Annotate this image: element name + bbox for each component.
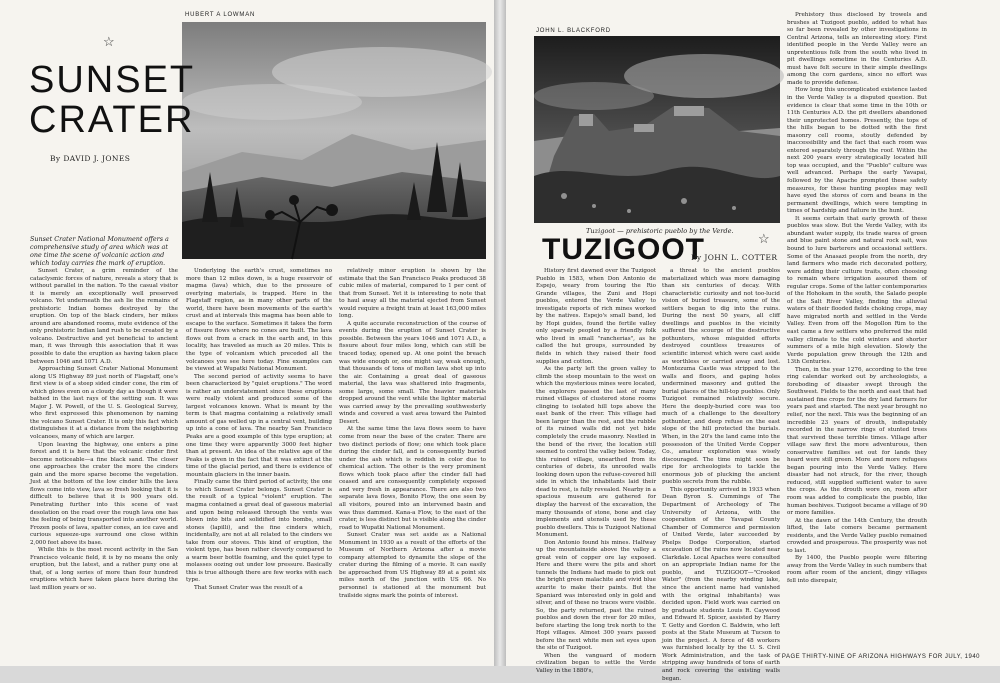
paragraph: By 1400, the Pueblo people were filtering away from the Verde Valley in such numbers that room after room of the ancient, dingy villages fell into disrepair,	[787, 555, 927, 585]
paragraph: Upon leaving the highway, one enters a pine forest and it is here that the volcanic cinder first become noticeable—a fine black sand. The closer one approaches the crater the more the cinders gain and the more sparse become the vegetation. Just at the bottom of the low cinder hills the lava flows come into view, lava so fresh looking that it is difficult to believe that it is 900 years old. Penetrating further into this scene of vast desolation on the road over the rough lava one has the feeling of being transported into another world. Frozen pools of lava, spatter cones, an ice cave and curious squeeze-ups surround one close within 2,000 feet above its base.	[30, 441, 178, 546]
photo-credit: HUBERT A LOWMAN	[185, 12, 256, 18]
paragraph: At the dawn of the 14th Century, the drouth lifted, the late comers became permanent residents, and the Verde Valley pueblo remained crowded and prosperous. The prosperity was not to last.	[787, 517, 927, 554]
tuzigoot-photo	[534, 36, 780, 223]
paragraph: Sunset Crater was set aside as a National Monument in 1930 as a result of the efforts of the Museum of Northern Arizona after a movie company attempted to dynamite the slope of the crater during the filming of a movie. It can easily be approached from US Highway 89 at a point six miles north of the junction with US 66. No personnel is stationed at the monument but trailside signs mark the points of interest.	[339, 532, 486, 599]
paragraph: At the same time the lava flows seem to have come from near the base of the crater. There are two distinct periods of flow; one which took place during the cinder fall, and is consequently buried under the ash which is reddish in color due to chemical action. The other is the very prominent flows which took place after the cinder fall had ceased and are consequently completely exposed and very fresh in appearance. There are also two separate lava flows, Bonito Flow, the one seen by all visitors, poured into an intervened basin and was thus dammed. Kana-a Flow, to the east of the crater, is less distinct but is visible along the cinder road to Wupatki National Monument.	[339, 426, 486, 531]
page-footer: PAGE THIRTY-NINE OF ARIZONA HIGHWAYS FOR JULY, 1940	[781, 654, 980, 660]
star-ornament-icon: ☆	[758, 232, 770, 247]
paragraph: Prehistory thus disclosed by trowels and brushes at Tuzigoot pueblo, added to what has so far been revealed by other investigations in Central Arizona, tells an interesting story. First identified people in the Verde Valley were an unpretentious folk from the south who lived in pit dwellings sometime in the Centuries A.D. must have felt secure in their simple dwellings among the corn gardens, since no effort was made to provide defense.	[787, 12, 927, 86]
paragraph: How long this uncomplicated existence lasted in the Verde Valley is a disputed question. But evidence is clear that some time in the 10th or 11th Centuries A.D. the pit dwellers abandoned their unprotected homes. Presently, the tops of the hills began to be dotted with the first masonry cell rooms, stoutly defended by inaccessibility and the fact that each room was entered separately through the roof. Within the next 200 years every strategically located hill top was occupied, and the "Pueblo" culture was well advanced. Perhaps the early Yavapai, followed by the Apache prompted these safety measures, for these hunting peoples may well have eyed the stores of corn and beans in the permanent dwellings, which were tempting in times of hardship and failure in the hunt.	[787, 87, 927, 215]
paragraph: Sunset Crater, a grim reminder of the cataclysmic forces of nature, reveals a story that is without parallel in the nation. To the casual visitor it is merely an exceptionally well preserved volcano. Yet underneath the ash lie the remains of prehistoric Indian homes destroyed by the eruption. On top of the black cinders, her mikes around are abandoned rooms, mute evidence of the only prehistoric Indian land rush to be created by a volcano. Destructive and yet beneficial to ancient man, it was through this association that it was possible to date the eruption as having taken place between 1046 and 1071 A.D.	[30, 268, 178, 365]
paragraph: It seems certain that early growth of these pueblos was slow. But the Verde Valley, with its abundant water supply, its trade wares of green and blue paint stone and natural rock salt, was bound to lure barterers and occasional settlers. Some of the Anasazi people from the north, dry land farmers who made rich decorated pottery, were adding their culture traits, often choosing to remain where irrigation assured them of regular crops. Some of the latter contemporaries of the Hohokam in the south, the Salado people of the Salt River Valley, finding the alluvial waters of their flooded fields choking crops, may have migrated north and settled in the Verde Valley. Even from off the Mogollon Rim to the east came a few settlers who preferred the mild valley climate to the cold winters and shorter summers of a mile high elevation. Slowly the Verde population grew through the 12th and 13th Centuries.	[787, 215, 927, 366]
article-column-1	[536, 268, 656, 674]
article-title: TUZIGOOT	[542, 233, 705, 266]
star-ornament-icon: ☆	[103, 35, 115, 50]
paragraph: A quite accurate reconstruction of the course of events during the eruption of Sunset Crater is possible. Between the years 1046 and 1071 A.D., a fissure about four miles long, which can still be traced today, opened up. At one point the breach was wide enough or, one might say, weak enough, that thousands of tons of molten lava shot up into the air. Containing a great deal of gaseous material, the lava was shattered into fragments, some large, some small. The heavier materials dropped around the vent while the lighter material was carried away by the prevailing southwesterly winds and covered a vast area toward the Painted Desert.	[339, 320, 486, 425]
article-byline: By DAVID J. JONES	[50, 154, 131, 163]
paragraph: relatively minor eruption is shown by the estimate that the San Francisco Peaks produced 38 cubic miles of material, compared to 1 per cent of that from Sunset. Yet it is interesting to note that to haul away all the material ejected from Sunset would require a freight train at least 163,000 miles long.	[339, 268, 486, 320]
article-column-3	[787, 12, 927, 652]
photo-credit: JOHN L. BLACKFORD	[536, 28, 611, 34]
article-column-3	[339, 268, 486, 658]
paragraph: The second period of activity seems to have been characterized by "quiet eruptions." The word is rather an understatement since these eruptions were really violent and produced some of the largest volcanoes known. What is meant by the term is that magma containing a relatively small amount of gas welled up in a central vent, building up into a cone of lava. The nearby San Francisco Peaks are a good example of this type eruption; at one time they were apparently 3000 feet higher than at present. An idea of the relative age of the Peaks is given in the fact that it was extinct at the time of the glacial period, and there is evidence of mountain glaciers in the inner basin.	[186, 373, 332, 478]
right-page	[506, 0, 1000, 682]
paragraph: That Sunset Crater was the result of a	[194, 584, 303, 591]
page-gutter	[494, 0, 506, 666]
paragraph: Finally came the third period of activity, the one to which Sunset Crater belongs. Sunset Crater is the result of a typical "violent" eruption. The magma contained a great deal of gaseous material and upon being released through the vents was blown into bits and solidified into bombs, small stones (lapilli), and the fine cinders which, incidentally, are not at all related to the cinders we take from our stoves. This kind of eruption, the violent type, has been rather cleverly compared to a warm beer bottle foaming, and the quiet type to molasses oozing out under low pressure. Basically this is true although there are few works with each type.	[186, 479, 332, 584]
paragraph: a threat to the ancient pueblos materialized which was more damaging than six centuries of decay. With characteristic curiosity and not too-lucid vision of buried treasure, some of the settlers began to dig into the ruins. During the next 50 years, all cliff dwellings and pueblos in the vicinity suffered the scourge of the destructive pothunters, whose misguided efforts destroyed countless treasures of scientific interest which were cast aside as worthless or carried away and lost. Montezuma Castle was stripped to the walls and floors, and gaping holes undermined masonry and gutted the burial places of the hill-top pueblos. Only Tuzigoot remained relatively secure. Here the deeply-buried core was too much of a challenge to the desultory pothunter, and deep refuse on the east slope of the hill protected the burials. When, in the 20's the land came into the possession of the United Verde Copper Co., amateur exploration was wisely discouraged. The time might soon be ripe for archeologists to tackle the enormous job of plucking the ancient pueblo secrets from the rubble.	[662, 268, 780, 486]
paragraph: This opportunity arrived in 1933 when Dean Byron S. Cummings of The Department of Archeology of The University of Arizona, with the cooperation of the Yavapai County Chamber of Commerce and permission of United Verde, later succeeded by Phelps Dodge Corporation, started excavation of the ruins now located near Clarkdale. Local Apaches were consulted on an appropriate Indian name for the pueblo, and TUZIGOOT—"Crooked Water" (from the nearby winding lake, since the ancient name had vanished with the original inhabitants) was decided upon. Field work was carried on by graduate students Louis R. Caywood and Edward H. Spicer, assisted by Harry T. Getty and Gordon C. Baldwin, who left posts at the State Museum at Tucson to join the project. A force of 48 workers was furnished locally by the U. S. Civil Work Administration, and the task of stripping away hundreds of tons of earth and rock covering the existing walls began.	[662, 486, 780, 682]
photo-caption: Sunset Crater National Monument offers a comprehensive study of area which was at one time the scene of volcanic action and which today carries the mark of eruption.	[30, 235, 169, 267]
article-column-2	[186, 268, 332, 658]
paragraph: As the party left the green valley to climb the steep mountain to the west on which the mysterious mines were located, the explorers passed the last of many ruined villages of clustered stone rooms clinging to isolated hill tops above the east bank of the river. This village had been larger than the rest, and the rubble of its ruined walls did not yet hide completely the crude masonry. Nestled in the bend of the river, the location still seemed to control the valley below. Today, this ruined village, unearthed from its centuries of debris, its unroofed walls looking down upon the refuse-covered hill side in which the inhabitants laid their dead to rest, is fully revealed. Nearby in a spacious museum are gathered for display the harvest of the excavation, the many thousands of stone, bone and clay implements and utensils used by these pueblo dwellers. This is Tuzigoot National Monument.	[536, 366, 656, 539]
paragraph: While this is the most recent activity in the San Francisco volcanic field, it is by no means the only eruption, but the latest, and a rather puny one at that, of a long series of more than four hundred eruptions which have taken place here during the last million years or so.	[30, 547, 178, 591]
article-column-1	[30, 268, 178, 658]
paragraph: Approaching Sunset Crater National Monument along US Highway 89 just north of Flagstaff, one's first view is of a steep sided cinder cone, the rim of which glows even on a cloudy day as though it were bathed in the last rays of the setting sun. It was Major J. W. Powell, of the U. S. Geological Survey, who first expressed this phenomenon by naming the volcano Sunset Crater. It is only this fact which distinguishes it at a distance from the neighboring volcanoes, many of which are larger.	[30, 366, 178, 441]
article-byline: By JOHN L. COTTER	[691, 253, 778, 262]
paragraph: History first dawned over the Tuzigoot Pueblo in 1583, when Don Antonio de Espejo, weary from touring the Rio Grande villages, the Zuni and Hopi pueblos, entered the Verde Valley to investigate reports of rich mines worked by the natives. Espejo's small band, led by Hopi guides, found the fertile valley only sparsely peopled by a friendly folk who lived in small "rancherias", as he called the hut groups, surrounded by fields in which they raised their food supplies and cotton.	[536, 268, 656, 365]
article-title-line1: SUNSET	[29, 59, 196, 101]
paragraph: Then, in the year 1276, according to the tree ring calendar worked out by archeologists, a foreboding of disaster swept through the Southwest. Fields to the north and east that had sustained fine crops for the dry land farmers for years past and started. The next year brought no relief, nor the next. This was the beginning of an incredible 23 years of drouth, indisputably recorded in the narrow rings of stunted trees that survived these terrible times. Village after village saw first the more adventurous, then conservative families set out for lands they heard were still green. More and more refugees began pouring into the Verde Valley. Here disaster had not struck, for the river, though reduced, still supplied sufficient water to save the crops. As the drouth wore on, room after room was added to complicate the pueblo, like human beehives. Tuzigoot became a village of 90 or more families.	[787, 366, 927, 517]
paragraph: When the vanguard of modern civilization began to settle the Verde Valley in the 1880's,	[536, 652, 656, 674]
paragraph: Underlying the earth's crust, sometimes no more than 12 miles down, is a huge reservoir of magma (lava) which, due to the pressure of overlying materials, is trapped. Here in the Flagstaff region, as in many other parts of the world, there have been movements of the earth's crust and at intervals this magma has been able to escape to the surface. Sometimes it takes the form of fissure flows where no cones are built. The lava flows out from a crack in the earth and, in this locality, has traveled as much as 20 miles. This is the type of volcanism which preceded all the volcanoes you see here today. Fine examples can be viewed at Wupatki National Monument.	[186, 268, 332, 373]
sunset-crater-photo	[182, 22, 486, 259]
article-title-line2: CRATER	[29, 99, 195, 141]
left-page	[0, 0, 494, 666]
article-column-2	[662, 268, 780, 682]
photo-caption: Tuzigoot — prehistoric pueblo by the Verde.	[586, 227, 734, 235]
paragraph: Don Antonio found his mines. Halfway up the mountainside above the valley a great vein of copper ore lay exposed. Here and there were the pits and short tunnels the Indians had made to pick out the bright green malachite and vivid blue azurite to make their paints. But the Spaniard was interested only in gold and silver, and of these no traces were visible. So, the party returned, past the ruined pueblos and down the river for 20 miles, before starting the long trek north to the Hopi villages. Almost 300 years passed before the next white men set eyes upon the site of Tuzigoot.	[536, 539, 656, 652]
